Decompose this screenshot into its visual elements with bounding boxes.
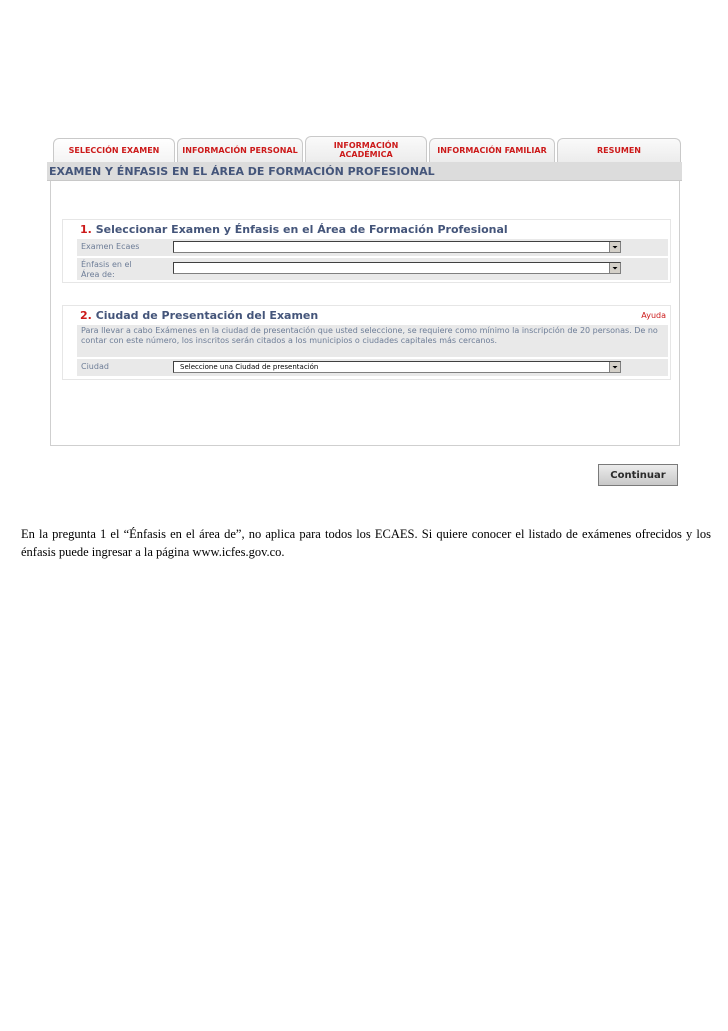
chevron-down-icon[interactable]	[609, 242, 620, 252]
ciudad-row	[77, 359, 668, 376]
tab-resumen[interactable]: RESUMEN	[557, 138, 681, 162]
section-exam-selection	[62, 219, 671, 283]
section-1-number: 1.	[80, 223, 92, 236]
tab-informacion-academica[interactable]: INFORMACIÓN ACADÉMICA	[305, 136, 427, 162]
help-link[interactable]: Ayuda	[641, 311, 666, 320]
continue-button[interactable]: Continuar	[598, 464, 678, 486]
examen-select[interactable]	[173, 241, 621, 253]
chevron-down-icon[interactable]	[609, 263, 620, 273]
page-title: EXAMEN Y ÉNFASIS EN EL ÁREA DE FORMACIÓN PROFESIONAL	[47, 162, 682, 181]
examen-label: Examen Ecaes	[81, 242, 140, 251]
tab-informacion-personal[interactable]: INFORMACIÓN PERSONAL	[177, 138, 303, 162]
tab-bar	[51, 136, 682, 164]
examen-row	[77, 239, 668, 256]
enfasis-label: Énfasis en el Área de:	[81, 260, 132, 279]
section-2-number: 2.	[80, 309, 92, 322]
document-caption: En la pregunta 1 el “Énfasis en el área de”, no aplica para todos los ECAES. Si quiere conocer el listado de exámenes ofrecidos y los énfasis puede ingresar a la página www.icfes.gov.co.	[21, 526, 711, 559]
tab-seleccion-examen[interactable]: SELECCIÓN EXAMEN	[53, 138, 175, 162]
chevron-down-icon[interactable]	[609, 362, 620, 372]
ciudad-select-value: Seleccione una Ciudad de presentación	[180, 363, 319, 371]
tab-informacion-familiar[interactable]: INFORMACIÓN FAMILIAR	[429, 138, 555, 162]
ciudad-label: Ciudad	[81, 362, 109, 371]
section-2-title: Ciudad de Presentación del Examen	[95, 309, 319, 322]
section-1-heading	[80, 223, 508, 236]
form-panel	[50, 181, 680, 446]
section-exam-city	[62, 305, 671, 380]
enfasis-select[interactable]	[173, 262, 621, 274]
section-1-title: Seleccionar Examen y Énfasis en el Área de Formación Profesional	[95, 223, 508, 236]
city-notice-text: Para llevar a cabo Exámenes en la ciudad de presentación que usted seleccione, se requiere como mínimo la inscripción de 20 personas. De no contar con este número, los inscritos serán citados a los municipios o ciudades capitales más cercanos.	[77, 325, 668, 357]
ciudad-select[interactable]	[173, 361, 621, 373]
section-2-heading	[80, 309, 318, 322]
enfasis-row	[77, 258, 668, 280]
exam-registration-screenshot	[47, 134, 682, 494]
